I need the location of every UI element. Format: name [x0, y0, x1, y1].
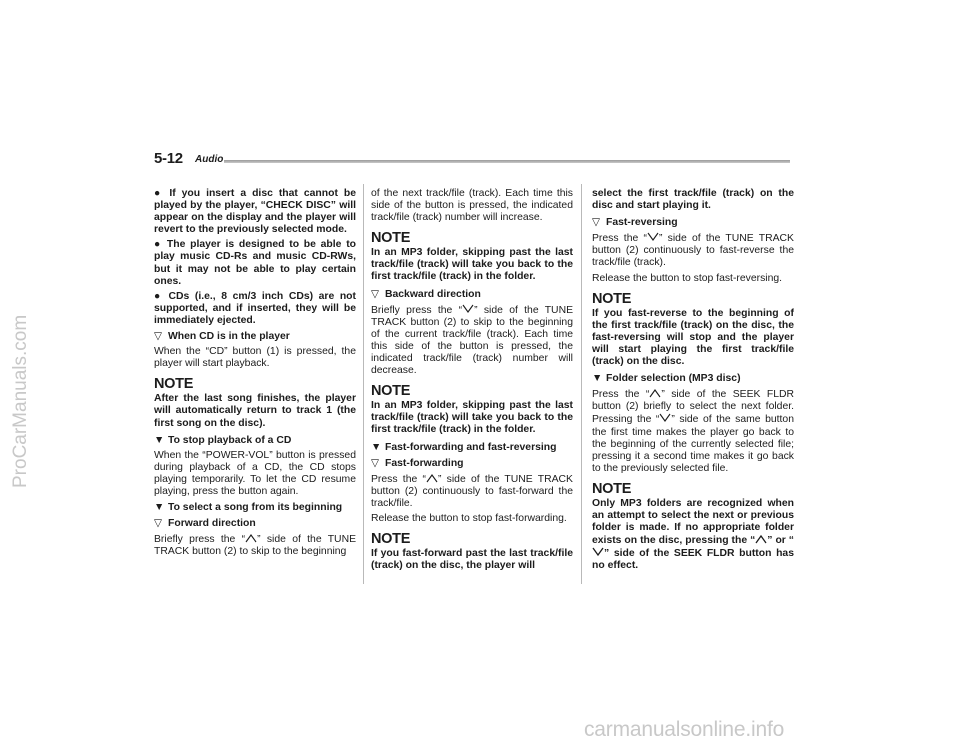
- triangle-down-icon: ▽: [371, 457, 379, 469]
- note-heading: NOTE: [592, 290, 632, 307]
- column-divider-2: [581, 184, 582, 584]
- note-body: In an MP3 folder, skipping past the last track/file (track) will take you back to the first track/file (track) in the folder.: [371, 400, 573, 436]
- heading-fast-fwd-rev: ▼ Fast-forwarding and fast-reversing: [371, 441, 557, 453]
- triangle-down-icon: ▽: [371, 288, 379, 300]
- note-body-continued: select the first track/file (track) on the disc and start playing it.: [592, 188, 794, 212]
- side-watermark: [4, 250, 38, 490]
- note-body: In an MP3 folder, skipping past the last track/file (track) will take you back to the first track/file (track) in the folder.: [371, 247, 573, 283]
- note-heading: NOTE: [371, 531, 411, 548]
- note-heading: NOTE: [371, 383, 411, 400]
- triangle-filled-icon: ▼: [154, 502, 165, 514]
- paragraph: of the next track/file (track). Each time this side of the button is pressed, the indicated track/file (track) number will increase.: [371, 188, 573, 224]
- chevron-up-icon: [426, 473, 438, 483]
- paragraph: Release the button to stop fast-reversing.: [592, 272, 783, 284]
- column-divider-1: [363, 184, 364, 584]
- chevron-down-icon: [462, 304, 474, 314]
- heading-folder-selection: ▼ Folder selection (MP3 disc): [592, 373, 741, 385]
- paragraph: Briefly press the “ ” side of the TUNE TRACK button (2) to skip to the beginning: [154, 534, 356, 558]
- triangle-filled-icon: ▼: [371, 441, 382, 453]
- header-rule: [224, 160, 790, 163]
- note-body: Only MP3 folders are recognized when an attempt to select the next or previous folder is made. If no appropriate folder exists on the disc, pressing the “ ” or “” side of the SEEK FLDR button has no effect.: [592, 497, 794, 572]
- triangle-filled-icon: ▼: [154, 434, 165, 446]
- note-body: If you fast-reverse to the beginning of the first track/file (track) on the disc, the fast-reversing will stop and the player will start playing the first track/file (track) on the disc.: [592, 307, 794, 368]
- bullet-icon: ●: [154, 239, 163, 251]
- note-heading: NOTE: [371, 230, 411, 247]
- side-watermark-text: ProCarManuals.com: [10, 314, 31, 488]
- bullet-item: ● The player is designed to be able to play music CD-Rs and music CD-RWs, but it may not be able to play certain ones.: [154, 239, 356, 287]
- note-heading: NOTE: [154, 376, 194, 393]
- page-number: 5-12: [154, 150, 183, 167]
- chevron-down-icon: [592, 547, 604, 557]
- chevron-down-icon: [659, 413, 671, 423]
- chevron-up-icon: [649, 388, 661, 398]
- heading-stop-playback: ▼ To stop playback of a CD: [154, 434, 292, 446]
- bullet-item: ● CDs (i.e., 8 cm/3 inch CDs) are not supported, and if inserted, they will be immediately ejected.: [154, 290, 356, 326]
- section-title: Audio: [195, 154, 224, 165]
- column-2: [371, 188, 573, 577]
- paragraph: Release the button to stop fast-forwarding.: [371, 512, 567, 524]
- chevron-down-icon: [647, 232, 659, 242]
- paragraph: When the “CD” button (1) is pressed, the player will start playback.: [154, 346, 356, 370]
- paragraph: When the “POWER-VOL” button is pressed during playback of a CD, the CD stops playing temporarily. To let the CD resume playing, press the button again.: [154, 449, 356, 497]
- page-header: [154, 150, 790, 174]
- chevron-up-icon: [245, 533, 257, 543]
- triangle-down-icon: ▽: [154, 331, 162, 343]
- paragraph: Press the “ ” side of the TUNE TRACK button (2) continuously to fast-forward the track/file.: [371, 473, 573, 509]
- bullet-item: ● If you insert a disc that cannot be played by the player, “CHECK DISC” will appear on the display and the player will revert to the previously selected mode.: [154, 188, 356, 236]
- triangle-down-icon: ▽: [154, 518, 162, 530]
- subheading-fast-forwarding: ▽ Fast-forwarding: [371, 457, 464, 469]
- note-body: If you fast-forward past the last track/file (track) on the disc, the player will: [371, 548, 573, 572]
- bullet-icon: ●: [154, 290, 163, 302]
- note-heading: NOTE: [592, 480, 632, 497]
- subheading-when-cd: ▽ When CD is in the player: [154, 331, 290, 343]
- heading-select-song: ▼ To select a song from its beginning: [154, 502, 343, 514]
- chevron-up-icon: [755, 534, 767, 544]
- triangle-down-icon: ▽: [592, 217, 600, 229]
- note-body: After the last song finishes, the player will automatically return to track 1 (the first song on the disc).: [154, 393, 356, 429]
- triangle-filled-icon: ▼: [592, 373, 603, 385]
- subheading-fast-reversing: ▽ Fast-reversing: [592, 217, 678, 229]
- bullet-icon: ●: [154, 188, 164, 199]
- paragraph: Press the “ ” side of the SEEK FLDR button (2) briefly to select the next folder. Pressing the “ ” side of the same button the first time makes the player go back to the beginning of the currently selected file; pressing it a second time makes it go back to the previously selected file.: [592, 389, 794, 474]
- column-3: [592, 188, 794, 577]
- bottom-watermark: carmanualsonline.info: [584, 718, 785, 741]
- paragraph: Briefly press the “ ” side of the TUNE TRACK button (2) to skip to the beginning of the current track/file (track). Each time this side of the button is pressed, the indicated track/file (track) number will decrease.: [371, 304, 573, 377]
- subheading-backward: ▽ Backward direction: [371, 288, 481, 300]
- subheading-forward: ▽ Forward direction: [154, 518, 256, 530]
- column-1: [154, 188, 356, 561]
- paragraph: Press the “ ” side of the TUNE TRACK button (2) continuously to fast-reverse the track/file (track).: [592, 233, 794, 269]
